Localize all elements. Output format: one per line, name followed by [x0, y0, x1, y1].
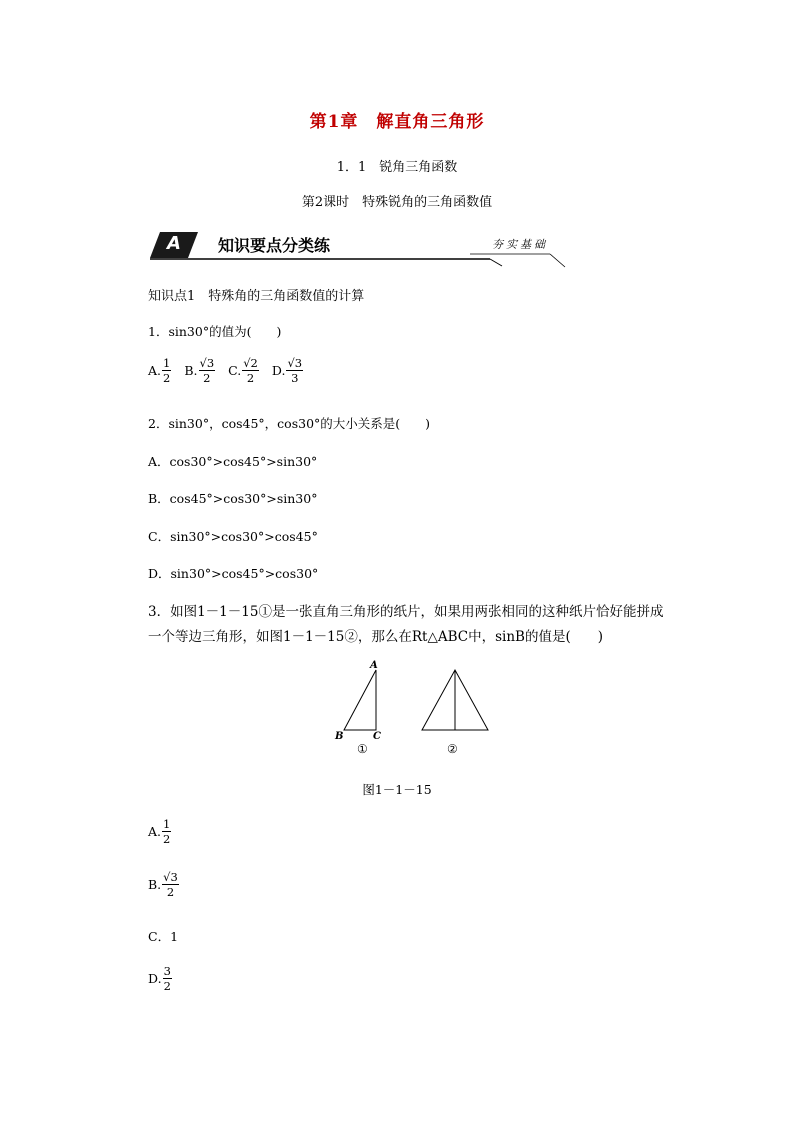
- banner-right-text: 夯实基础: [492, 238, 548, 251]
- vertex-label-b: B: [335, 731, 344, 742]
- q1-option-b[interactable]: B. $\frac{√3}{2}$: [184, 356, 215, 385]
- figure-label-2: ②: [447, 742, 458, 756]
- q3-option-b[interactable]: B. $\frac{√3}{2}$: [148, 870, 178, 899]
- q2-option-a[interactable]: A．cos30°>cos45°>sin30°: [148, 454, 318, 469]
- question-1-options: [148, 356, 312, 385]
- right-triangle-1: [344, 670, 376, 730]
- q2-option-b[interactable]: B．cos45°>cos30°>sin30°: [148, 491, 318, 506]
- section-title: 1．1 锐角三角函数: [336, 160, 458, 175]
- knowledge-point-heading: 知识点1 特殊角的三角函数值的计算: [148, 289, 365, 304]
- q1-option-c[interactable]: C. $\frac{√2}{2}$: [228, 356, 258, 385]
- banner-tail: [490, 259, 502, 266]
- banner-badge: A: [167, 233, 181, 254]
- question-2-stem: 2．sin30°，cos45°，cos30°的大小关系是( ): [148, 416, 431, 431]
- figure-1-1-15: [330, 660, 500, 760]
- section-banner: [150, 228, 570, 270]
- vertex-label-c: C: [373, 731, 381, 742]
- question-1-stem: 1．sin30°的值为( ): [148, 324, 282, 339]
- triangles-diagram: [330, 660, 500, 760]
- lesson-title: 第2课时 特殊锐角的三角函数值: [301, 195, 493, 210]
- chapter-title: 第1章 解直角三角形: [309, 112, 485, 132]
- question-3-stem-line1: 3．如图1－1－15①是一张直角三角形的纸片，如果用两张相同的这种纸片恰好能拼成: [148, 604, 664, 620]
- q2-option-d[interactable]: D．sin30°>cos45°>cos30°: [148, 566, 319, 581]
- banner-title: 知识要点分类练: [218, 236, 331, 255]
- q3-option-c[interactable]: C．1: [148, 929, 179, 944]
- q1-option-a[interactable]: A. $\frac{1}{2}$: [148, 356, 171, 385]
- figure-caption: 图1－1－15: [362, 782, 432, 797]
- q3-option-a[interactable]: A. $\frac{1}{2}$: [148, 817, 171, 846]
- figure-label-1: ①: [357, 742, 368, 756]
- q1-option-d[interactable]: D. $\frac{√3}{3}$: [271, 356, 303, 385]
- vertex-label-a: A: [370, 660, 378, 671]
- banner-tail-right: [550, 254, 565, 267]
- question-3-stem-line2: 一个等边三角形，如图1－1－15②，那么在Rt△ABC中，sinB的值是( ): [148, 629, 603, 645]
- q3-option-d[interactable]: D. $\frac{3}{2}$: [148, 964, 171, 993]
- q2-option-c[interactable]: C．sin30°>cos30°>cos45°: [148, 529, 318, 544]
